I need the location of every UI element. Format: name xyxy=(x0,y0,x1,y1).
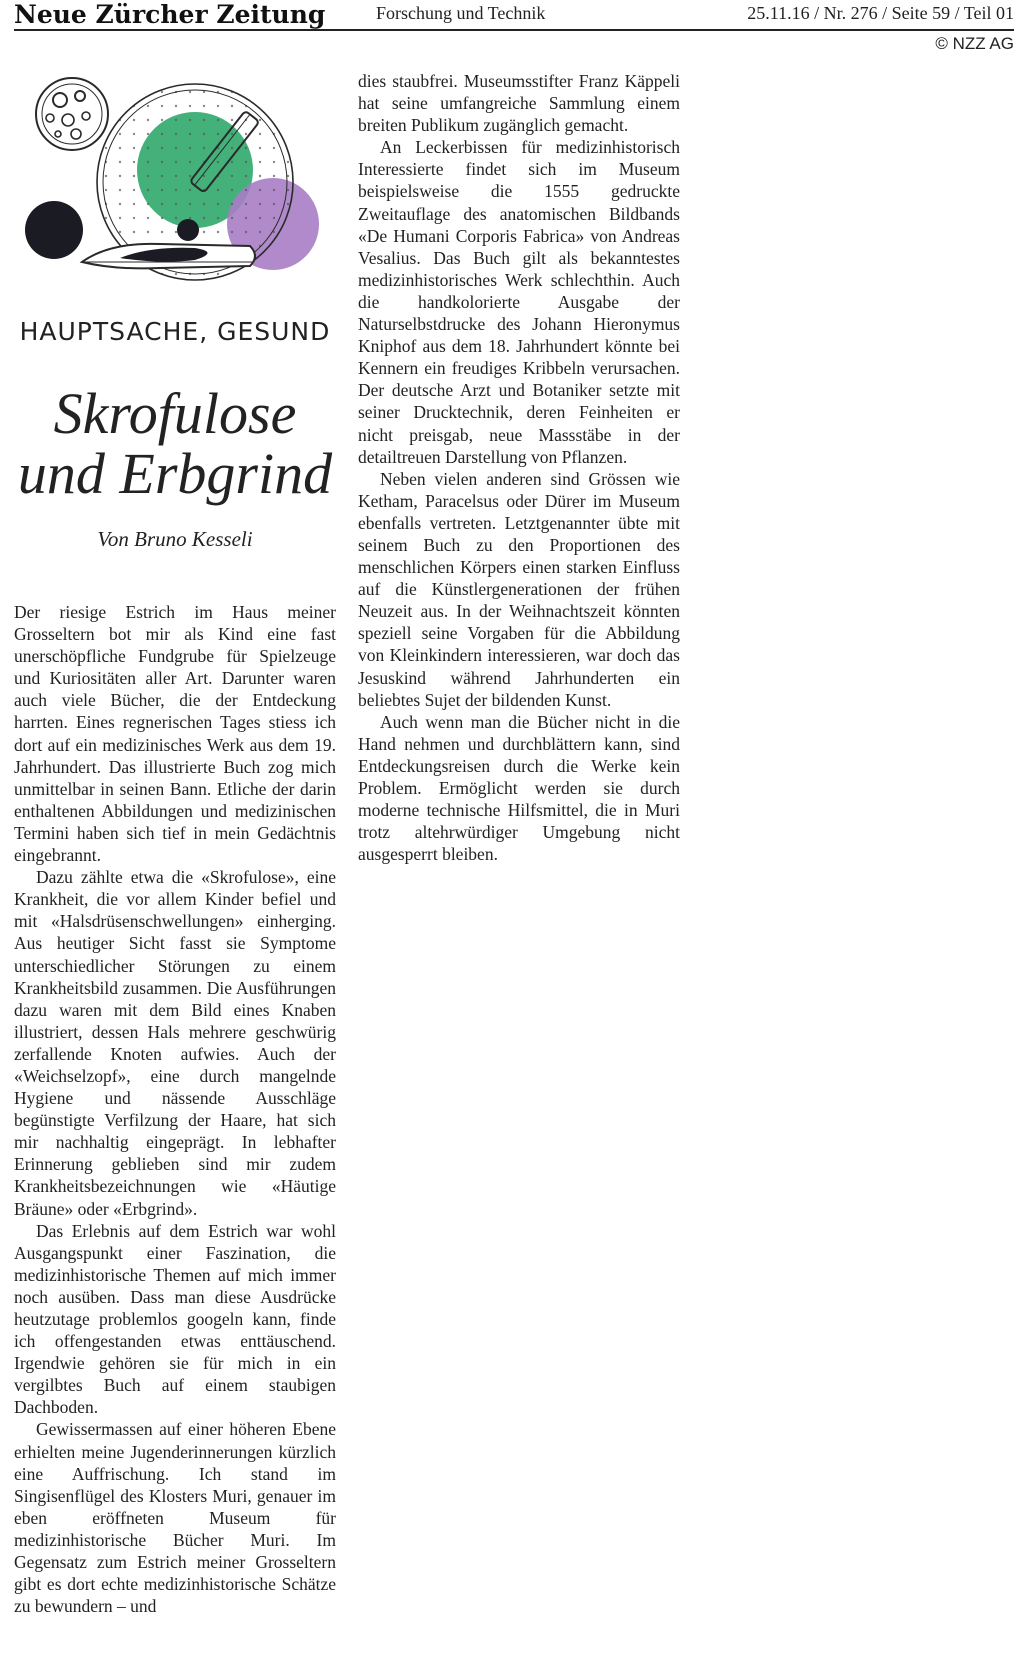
paragraph: dies staubfrei. Museumsstifter Franz Käppeli hat seine umfangreiche Sammlung einem breiten Publikum zugänglich gemacht. xyxy=(358,71,680,136)
article-column-1 xyxy=(14,601,336,1617)
article-byline: Von Bruno Kesseli xyxy=(97,527,253,551)
medical-illustration-icon xyxy=(20,62,340,312)
paragraph: Dazu zählte etwa die «Skrofulose», eine Krankheit, die vor allem Kinder befiel und mit «Halsdrüsenschwellungen» einherging. Aus heutiger Sicht fasst sie Symptome unterschiedlicher Störungen zu einem Krankheitsbild zusammen. Die Ausführungen dazu waren mit dem Bild eines Knaben illustriert, dessen Hals mehrere geschwürig zerfallende Knoten aufwies. Auch der «Weichselzopf», eine durch mangelnde Hygiene und nässende Ausschläge begünstigte Verfilzung der Haare, hat sich mir nachhaltig eingeprägt. In lebhafter Erinnerung geblieben sind mir zudem Krankheitsbezeichnungen wie «Häutige Bräune» oder «Erbgrind». xyxy=(14,867,336,1219)
newspaper-masthead: Neue Zürcher Zeitung xyxy=(14,0,326,29)
article-column-2 xyxy=(358,70,680,865)
black-dot xyxy=(25,201,83,259)
paragraph: An Leckerbissen für medizinhistorisch Interessierte findet sich im Museum beispielsweise die 1555 gedruckte Zweitauflage des anatomischen Bildbands «De Humani Corporis Fabrica» von Andreas Vesalius. Das Buch gilt als bekanntestes medizinhistorisches Werk schlechthin. Auch die handkolorierte Ausgabe der Naturselbstdrucke des Johann Hieronymus Kniphof aus dem 18. Jahrhundert könnte bei Kennern ein freudiges Kribbeln verursachen. Der deutsche Arzt und Botaniker setzte mit seiner Drucktechnik, deren Feinheiten er nicht preisgab, neue Massstäbe in der detailtreuen Darstellung von Pflanzen. xyxy=(358,137,680,467)
paragraph: Auch wenn man die Bücher nicht in die Hand nehmen und durchblättern kann, sind Entdeckungsreisen durch die Werke kein Problem. Ermöglicht werden sie durch moderne technische Hilfsmittel, die in Muri trotz altehrwürdiger Umgebung nicht ausgesperrt bleiben. xyxy=(358,711,680,865)
article-headline xyxy=(0,381,350,506)
section-title: Forschung und Technik xyxy=(376,3,546,23)
header-rule xyxy=(14,29,1014,31)
paragraph: Gewissermassen auf einer höheren Ebene erhielten meine Jugenderinnerungen kürzlich eine Auffrischung. Ich stand im Singisenflügel des Klosters Muri, genauer im eben eröffneten Museum für medizinhistorische Bücher Muri. Im Gegensatz zum Estrich meiner Grosseltern gibt es dort echte medizinhistorische Schätze zu bewundern – und xyxy=(14,1419,336,1617)
article-kicker: HAUPTSACHE, GESUND xyxy=(19,317,331,346)
headline-line-2: und Erbgrind xyxy=(17,441,333,506)
petri-dish xyxy=(36,78,108,150)
paragraph: Das Erlebnis auf dem Estrich war wohl Ausgangspunkt einer Faszination, die medizinhistorische Themen auf mich immer noch ausüben. Dass man diese Ausdrücke heutzutage problemlos googeln kann, finde ich offengestanden etwas enttäuschend. Irgendwie gehören sie für mich in ein vergilbtes Buch auf einem staubigen Dachboden. xyxy=(14,1220,336,1418)
page-info: 25.11.16 / Nr. 276 / Seite 59 / Teil 01 xyxy=(747,3,1014,23)
paragraph: Der riesige Estrich im Haus meiner Grosseltern bot mir als Kind eine fast unerschöpfliche Fundgrube für Spielzeuge und Kuriositäten aller Art. Darunter waren auch viele Bücher, die der Entdeckung harrten. Eines regnerischen Tages stiess ich dort auf ein medizinisches Werk aus dem 19. Jahrhundert. Das illustrierte Buch zog mich unmittelbar in seinen Bann. Etliche der darin enthaltenen Abbildungen und medizinischen Termini haben sich tief in mein Gedächtnis eingebrannt. xyxy=(14,602,336,866)
headline-line-1: Skrofulose xyxy=(53,381,297,446)
paragraph: Neben vielen anderen sind Grössen wie Ketham, Paracelsus oder Dürer im Museum ebenfalls vertreten. Letztgenannter übte mit seinem Buch zu den Proportionen des menschlichen Körpers einen starken Einfluss auf die Künstlergenerationen der frühen Neuzeit aus. In der Weihnachtszeit könnten speziell seine Vorgaben für die Abbildung von Kleinkindern interessieren, war doch das Jesuskind während Jahrhunderten ein beliebtes Sujet der bildenden Kunst. xyxy=(358,468,680,710)
copyright-notice: © NZZ AG xyxy=(935,34,1014,53)
